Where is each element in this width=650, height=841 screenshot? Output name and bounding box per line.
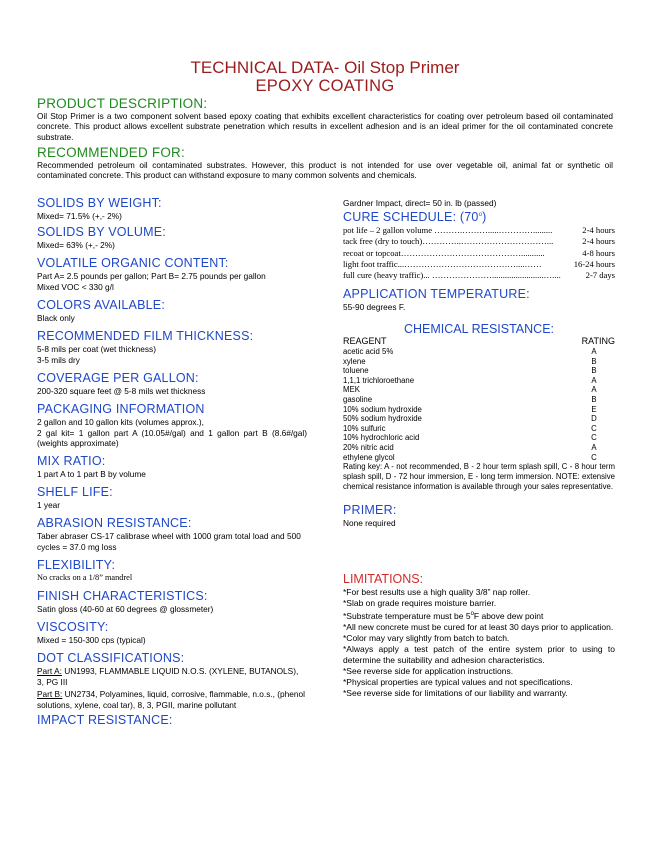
rating-cell: C <box>591 452 597 462</box>
limitation-item: *Always apply a test patch of the entire system prior to using to determine the suitability and adhesion characteristics. <box>343 643 615 665</box>
limitation-item: *Slab on grade requires moisture barrier. <box>343 598 497 608</box>
dot-part-a-text: UN1993, FLAMMABLE LIQUID N.O.S. (XYLENE, BUTANOLS), 3, PG III <box>37 666 299 687</box>
rating-cell: D <box>591 414 597 424</box>
cure-schedule-heading: CURE SCHEDULE: (70$^o$) <box>343 210 487 225</box>
recommended-for-text: Recommended petroleum oil contaminated substrates. However, this product is not intended for use over vegetable oil, animal fat or synthetic oil contaminated concrete. This product can withstand exposure to many common solvents and chemicals. <box>37 160 613 181</box>
dot-part-a-label: Part A: <box>37 666 62 676</box>
viscosity-text: Mixed = 150-300 cps (typical) <box>37 635 146 645</box>
limitation-item: *Substrate temperature must be 5$^o$F above dew point <box>343 610 544 621</box>
title-line-1: TECHNICAL DATA- Oil Stop Primer <box>190 58 460 77</box>
colors-heading: COLORS AVAILABLE: <box>37 298 165 312</box>
rating-key-text: Rating key: A - not recommended, B - 2 hour term splash spill, C - 8 hour term splash spill, D - 72 hour immersion, E - long term immersion. NOTE: extensive chemical resistance information is available through your sales representative. <box>343 462 615 491</box>
product-description-text: Oil Stop Primer is a two component solvent based epoxy coating that exhibits excellent characteristics for coating over petroleum based oil contaminated concrete. This product allows excellent substrate penetration which results in excellent adhesion and is an ideal primer for the oil contaminated concrete substrate. <box>37 111 613 142</box>
reagent-cell: 10% sulfuric <box>343 423 386 433</box>
chemical-row <box>343 385 615 395</box>
rating-cell: B <box>591 356 597 366</box>
cure-row-label: full cure (heavy traffic)... …………………........................….... <box>343 270 561 281</box>
rating-cell: C <box>591 423 597 433</box>
chemical-row <box>343 405 615 415</box>
viscosity-heading: VISCOSITY: <box>37 620 109 634</box>
limitation-item: *See reverse side for application instructions. <box>343 665 514 676</box>
rating-cell: A <box>591 442 597 452</box>
cure-row-label: pot life – 2 gallon volume ……….……….....…………......... <box>343 225 553 236</box>
limitation-item: *Color may vary slightly from batch to batch. <box>343 632 510 643</box>
recommended-for-heading: RECOMMENDED FOR: <box>37 145 185 160</box>
dot-part-a <box>37 666 307 687</box>
cure-row-label: tack free (dry to touch)…………..…………………………... <box>343 236 554 247</box>
voc-line-1: Part A= 2.5 pounds per gallon; Part B= 2.75 pounds per gallon <box>37 271 266 281</box>
dot-part-b-text: UN2734, Polyamines, liquid, corrosive, flammable, n.o.s., (phenol solutions, xylene, coal tar), 8, 3, PGII, marine pollutant <box>37 689 305 710</box>
solids-volume-text: Mixed= 63% (+,- 2%) <box>37 240 115 250</box>
packaging-heading: PACKAGING INFORMATION <box>37 402 205 416</box>
coverage-heading: COVERAGE PER GALLON: <box>37 371 199 385</box>
limitations-heading: LIMITATIONS: <box>343 572 424 586</box>
reagent-cell: 1,1,1 trichloroethane <box>343 375 415 385</box>
cure-row-value: 4-8 hours <box>582 247 615 258</box>
cure-row-value: 2-4 hours <box>582 236 615 247</box>
limitation-item: *For best results use a high quality 3/8” nap roller. <box>343 587 531 597</box>
packaging-line-1: 2 gallon and 10 gallon kits (volumes approx.), <box>37 417 204 427</box>
solids-weight-heading: SOLIDS BY WEIGHT: <box>37 196 162 210</box>
chemical-table-header <box>343 336 615 347</box>
chemical-row <box>343 433 615 443</box>
chemical-row <box>343 453 615 463</box>
finish-text: Satin gloss (40-60 at 60 degrees @ glossmeter) <box>37 604 214 614</box>
cure-row <box>343 270 615 281</box>
mix-ratio-text: 1 part A to 1 part B by volume <box>37 469 146 479</box>
shelf-life-text: 1 year <box>37 500 61 510</box>
dot-part-b <box>37 689 307 710</box>
chemical-row <box>343 366 615 376</box>
rating-cell: C <box>591 433 597 443</box>
rating-cell: E <box>591 404 597 414</box>
voc-line-2: Mixed VOC < 330 g/l <box>37 281 114 292</box>
chemical-resistance-table <box>343 347 615 462</box>
finish-heading: FINISH CHARACTERISTICS: <box>37 589 208 603</box>
chemical-row <box>343 395 615 405</box>
reagent-cell: 10% hydrochloric acid <box>343 433 420 443</box>
primer-heading: PRIMER: <box>343 503 397 517</box>
reagent-cell: MEK <box>343 385 360 395</box>
flexibility-text: No cracks on a 1/8” mandrel <box>37 573 133 582</box>
mix-ratio-heading: MIX RATIO: <box>37 454 106 468</box>
impact-heading: IMPACT RESISTANCE: <box>37 713 173 727</box>
cure-row-value: 2-4 hours <box>582 225 615 236</box>
abrasion-text: Taber abraser CS-17 calibrase wheel with 1000 gram total load and 500 cycles = 37.0 mg loss <box>37 531 301 552</box>
reagent-column-header: REAGENT <box>343 336 387 346</box>
chemical-row <box>343 443 615 453</box>
rating-cell: B <box>591 394 597 404</box>
application-temperature-text: 55-90 degrees F. <box>343 302 406 312</box>
coverage-text: 200-320 square feet @ 5-8 mils wet thickness <box>37 386 206 396</box>
limitation-item: *See reverse side for limitations of our liability and warranty. <box>343 687 568 698</box>
limitation-item: *Physical properties are typical values and not specifications. <box>343 676 573 687</box>
colors-text: Black only <box>37 313 75 323</box>
packaging-line-2: 2 gal kit= 1 gallon part A (10.05#/gal) and 1 gallon part B (8.6#/gal) (weights approximate) <box>37 427 307 448</box>
dot-part-b-label: Part B: <box>37 689 63 699</box>
cure-row-label: recoat or topcoat……………………………………........... <box>343 247 545 258</box>
film-heading: RECOMMENDED FILM THICKNESS: <box>37 329 254 343</box>
reagent-cell: 50% sodium hydroxide <box>343 414 422 424</box>
cure-row <box>343 259 615 270</box>
chemical-row <box>343 424 615 434</box>
reagent-cell: ethylene glycol <box>343 452 395 462</box>
limitations-list <box>343 587 615 699</box>
reagent-cell: gasoline <box>343 394 373 404</box>
reagent-cell: toluene <box>343 366 369 376</box>
application-temperature-heading: APPLICATION TEMPERATURE: <box>343 287 530 301</box>
title-line-2: EPOXY COATING <box>255 77 395 95</box>
reagent-cell: 10% sodium hydroxide <box>343 404 422 414</box>
rating-cell: A <box>591 347 597 356</box>
chemical-resistance-heading: CHEMICAL RESISTANCE: <box>403 322 555 336</box>
limitation-item: *All new concrete must be cured for at least 30 days prior to application. <box>343 621 614 632</box>
rating-column-header: RATING <box>581 336 615 346</box>
rating-cell: A <box>591 385 597 395</box>
rating-cell: B <box>591 366 597 376</box>
cure-row-value: 16-24 hours <box>573 259 615 270</box>
flexibility-heading: FLEXIBILITY: <box>37 558 116 572</box>
film-line-1: 5-8 mils per coat (wet thickness) <box>37 344 156 354</box>
chemical-row <box>343 376 615 386</box>
cure-row-value: 2-7 days <box>585 270 615 281</box>
primer-text: None required <box>343 518 396 528</box>
abrasion-heading: ABRASION RESISTANCE: <box>37 516 192 530</box>
chemical-row <box>343 414 615 424</box>
reagent-cell: xylene <box>343 356 366 366</box>
impact-text: Gardner Impact, direct= 50 in. lb (passed) <box>343 198 497 208</box>
cure-row-label: light foot traffic...…………………………………....…… <box>343 259 542 270</box>
cure-schedule-table <box>343 225 615 281</box>
cure-row <box>343 248 615 259</box>
dot-heading: DOT CLASSIFICATIONS: <box>37 651 185 665</box>
solids-weight-text: Mixed= 71.5% (+,- 2%) <box>37 211 122 221</box>
reagent-cell: 20% nitric acid <box>343 442 394 452</box>
cure-row <box>343 236 615 247</box>
solids-volume-heading: SOLIDS BY VOLUME: <box>37 225 166 239</box>
rating-cell: A <box>591 375 597 385</box>
film-line-2: 3-5 mils dry <box>37 354 80 365</box>
reagent-cell: acetic acid 5% <box>343 347 394 356</box>
chemical-row <box>343 347 615 357</box>
chemical-row <box>343 357 615 367</box>
cure-row <box>343 225 615 236</box>
voc-heading: VOLATILE ORGANIC CONTENT: <box>37 256 229 270</box>
shelf-life-heading: SHELF LIFE: <box>37 485 113 499</box>
product-description-heading: PRODUCT DESCRIPTION: <box>37 96 208 111</box>
